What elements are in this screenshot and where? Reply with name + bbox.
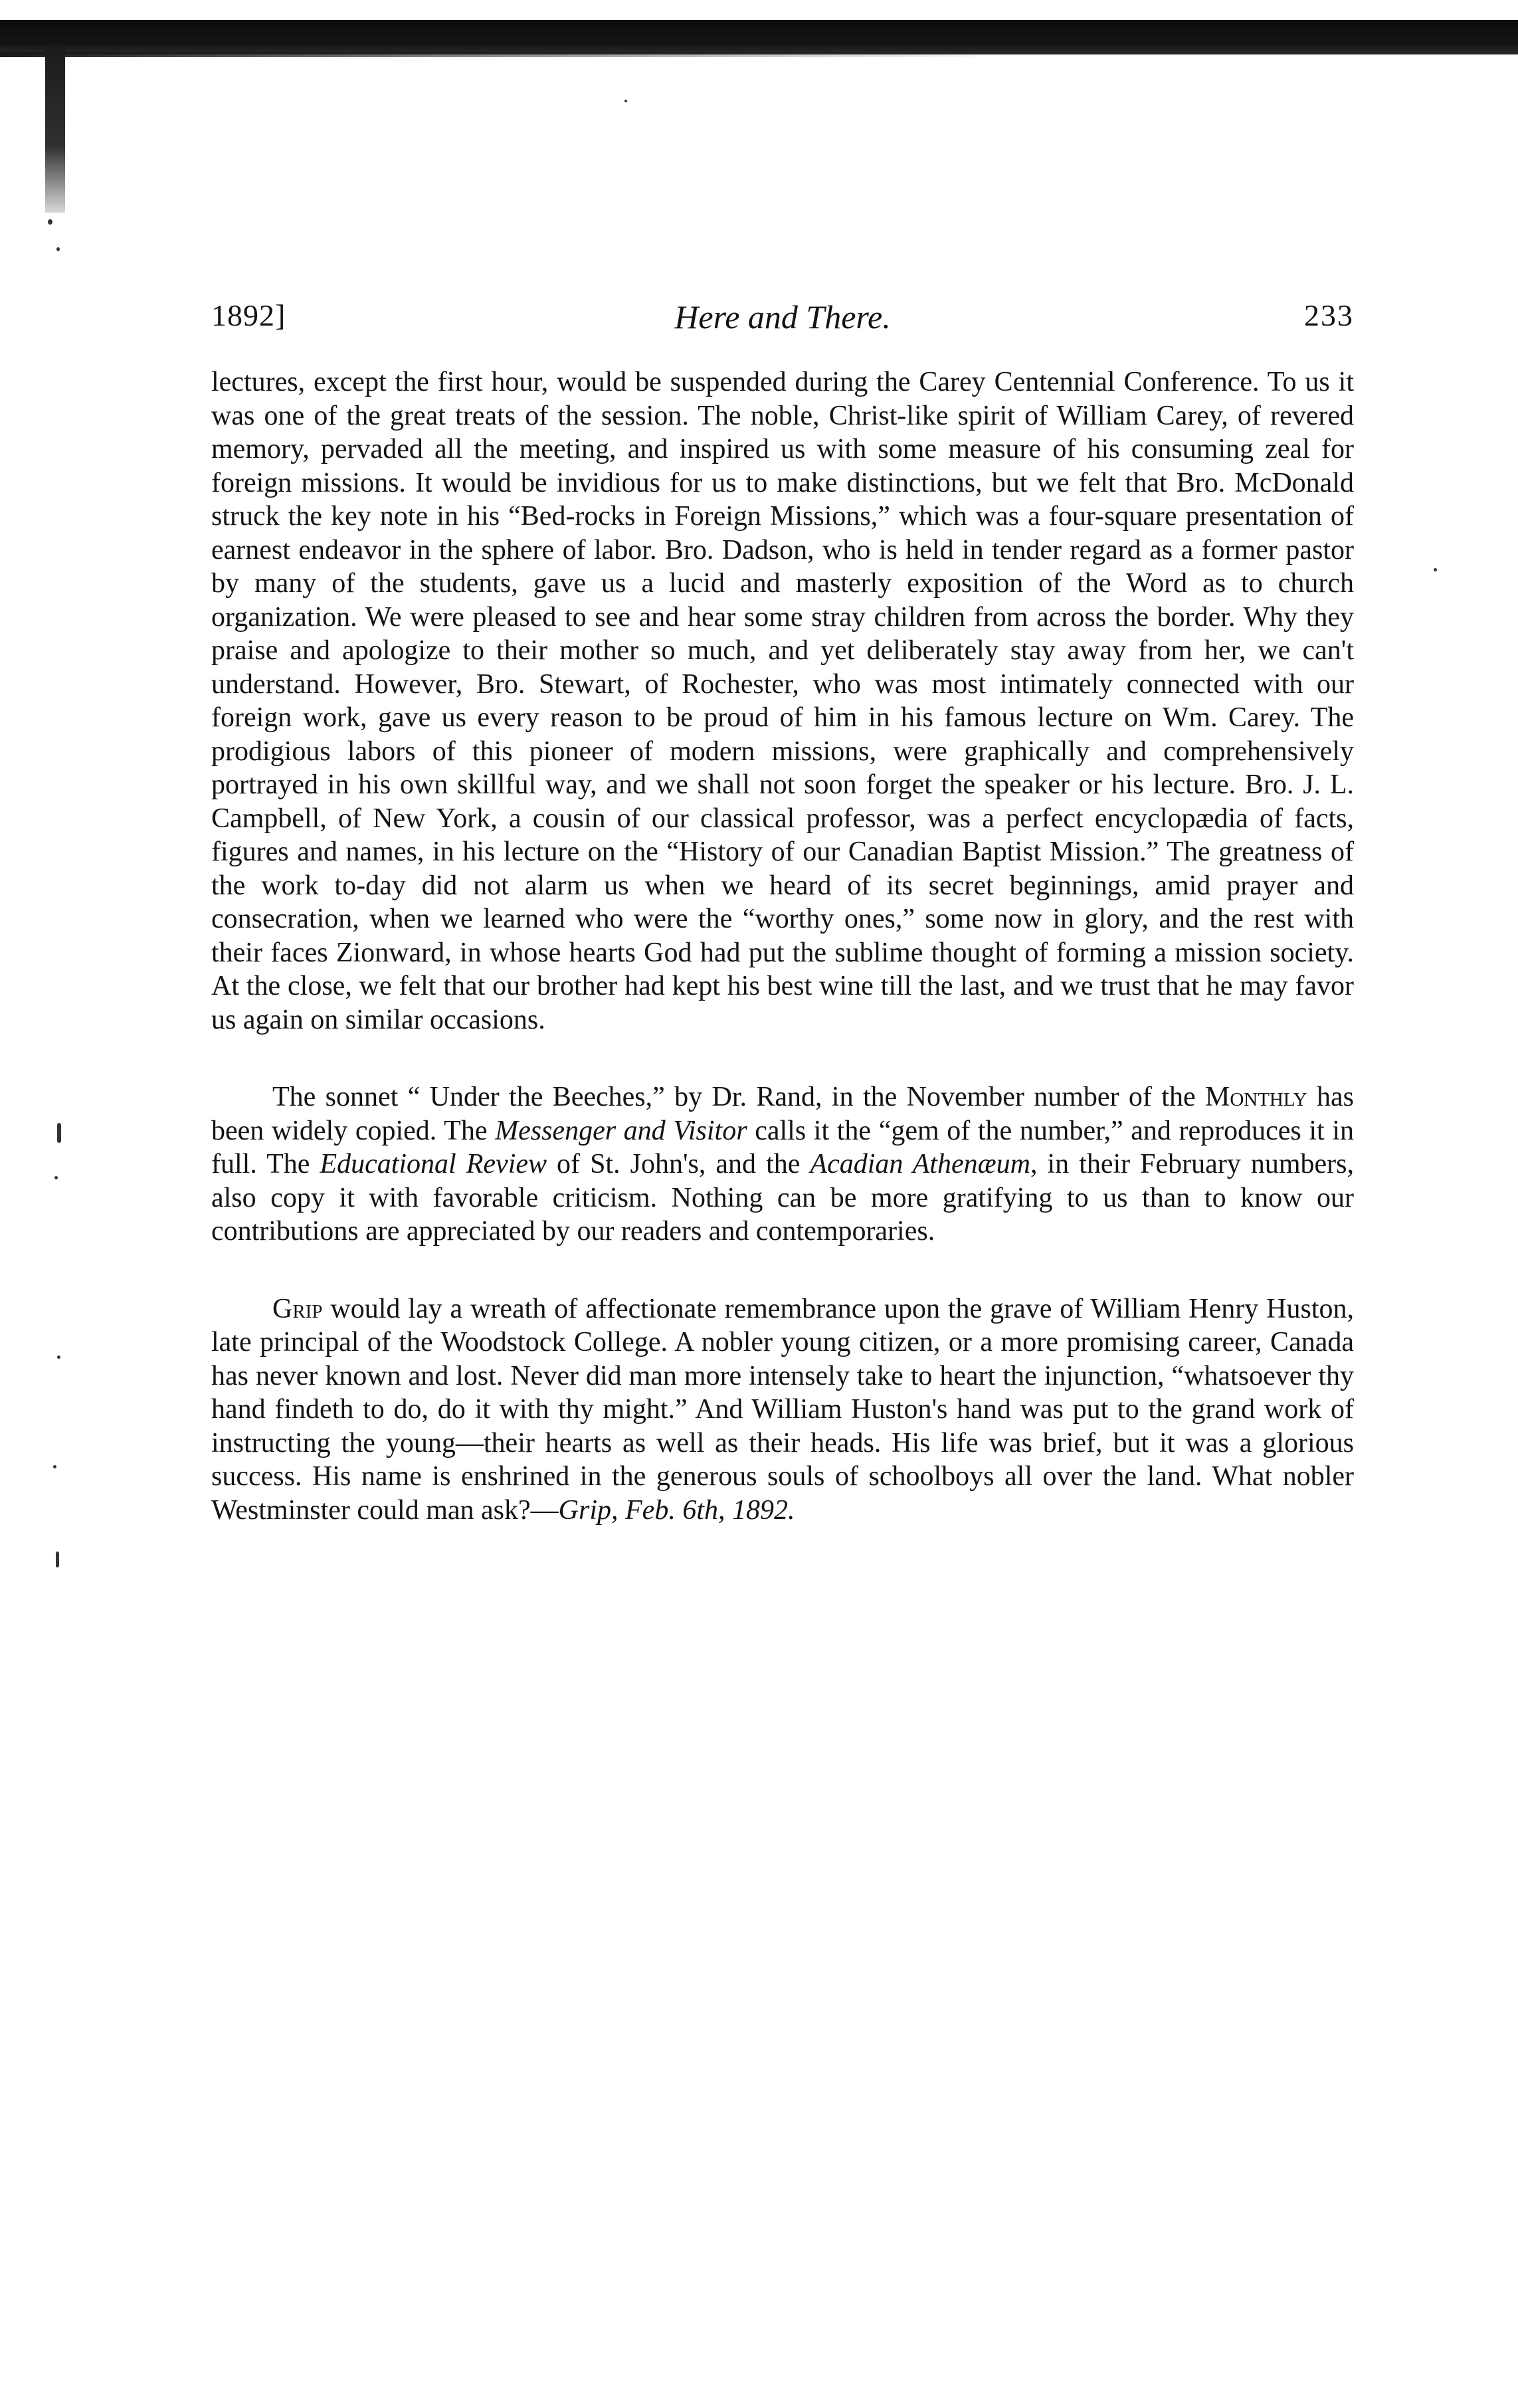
paragraph-text: The sonnet “ Under the Beeches,” by Dr. Rand, in the November number of the — [272, 1082, 1205, 1112]
scan-speck — [48, 219, 52, 225]
article-body — [211, 365, 1354, 1527]
periodical-title: Messenger and Visitor — [495, 1115, 747, 1146]
scan-edge-shadow — [0, 52, 996, 57]
scan-edge-bar — [0, 20, 1518, 54]
scan-speck — [54, 1176, 58, 1179]
scan-speck — [57, 1123, 61, 1143]
scan-speck — [624, 100, 627, 102]
paragraph-text: has been widely copied. The — [211, 1082, 1354, 1146]
periodical-name: Grip — [272, 1293, 323, 1324]
paragraph-huston-tribute — [211, 1292, 1354, 1528]
scan-binding-mark — [45, 47, 65, 213]
page-number: 233 — [1304, 298, 1354, 332]
periodical-title: Acadian Athenæum — [810, 1149, 1030, 1179]
scan-speck — [56, 247, 60, 251]
scan-speck — [56, 1552, 59, 1567]
scan-speck — [57, 1355, 60, 1359]
paragraph-sonnet — [211, 1080, 1354, 1249]
citation: Grip, Feb. 6th, 1892. — [558, 1494, 795, 1526]
running-head — [211, 298, 1354, 344]
paragraph-text: lectures, except the first hour, would be suspended during the Carey Centennial Conference. To us it was one of the great treats of the session. The noble, Christ-like spirit of William Carey, of revered memory, pervaded all the meeting, and inspired us with some measure of his consuming zeal for foreign missions. It would be invidious for us to make distinctions, but we felt that Bro. McDonald struck the key note in his “Bed-rocks in Foreign Missions,” which was a four-square presentation of earnest endeavor in the sphere of labor. Bro. Dadson, who is held in tender regard as a former pastor by many of the students, gave us a lucid and masterly exposition of the Word as to church organization. We were pleased to see and hear some stray children from across the border. Why they praise and apologize to their mother so much, and yet deliberately stay away from her, we can't understand. However, Bro. Stewart, of Rochester, who was most intimately connected with our foreign work, gave us every reason to be proud of him in his famous lecture on Wm. Carey. The prodigious labors of this pioneer of modern missions, were graphically and comprehensively portrayed in his own skillful way, and we shall not soon forget the speaker or his lecture. Bro. J. L. Campbell, of New York, a cousin of our classical professor, was a perfect encyclopædia of facts, figures and names, in his lecture on the “History of our Canadian Baptist Mission.” The greatness of the work to-day did not alarm us when we heard of its secret beginnings, amid prayer and consecration, when we learned who were the “worthy ones,” some now in glory, and the rest with their faces Zionward, in whose hearts God had put the sublime thought of forming a mission society. At the close, we felt that our brother had kept his best wine till the last, and we trust that he may favor us again on similar occasions. — [211, 367, 1354, 1035]
running-head-year: 1892] — [211, 298, 286, 332]
journal-name: Monthly — [1204, 1082, 1307, 1112]
paragraph-carey-conference — [211, 365, 1354, 1037]
scan-speck — [53, 1465, 56, 1468]
running-head-title: Here and There. — [674, 298, 891, 336]
scan-speck — [1434, 568, 1437, 571]
paragraph-text: , in their February numbers, also copy it with favorable criticism. Nothing can be more gratifying to us than to know our contributions are appreciated by our readers and contemporaries. — [211, 1149, 1354, 1247]
periodical-title: Educational Review — [320, 1149, 547, 1179]
paragraph-text: would lay a wreath of affectionate remembrance upon the grave of William Henry Huston, late principal of the Woodstock College. A nobler young citizen, or a more promising career, Canada has never known and lost. Never did man more intensely take to heart the injunction, “whatsoever thy hand findeth to do, do it with thy might.” And William Huston's hand was put to the grand work of instructing the young—their hearts as well as their heads. His life was brief, but it was a glorious success. His name is enshrined in the generous souls of schoolboys all over the land. What nobler Westminster could man ask?— — [211, 1293, 1354, 1526]
paragraph-text: calls it the “gem of the number,” and reproduces it in full. The — [211, 1115, 1354, 1179]
paragraph-text: of St. John's, and the — [547, 1149, 810, 1179]
